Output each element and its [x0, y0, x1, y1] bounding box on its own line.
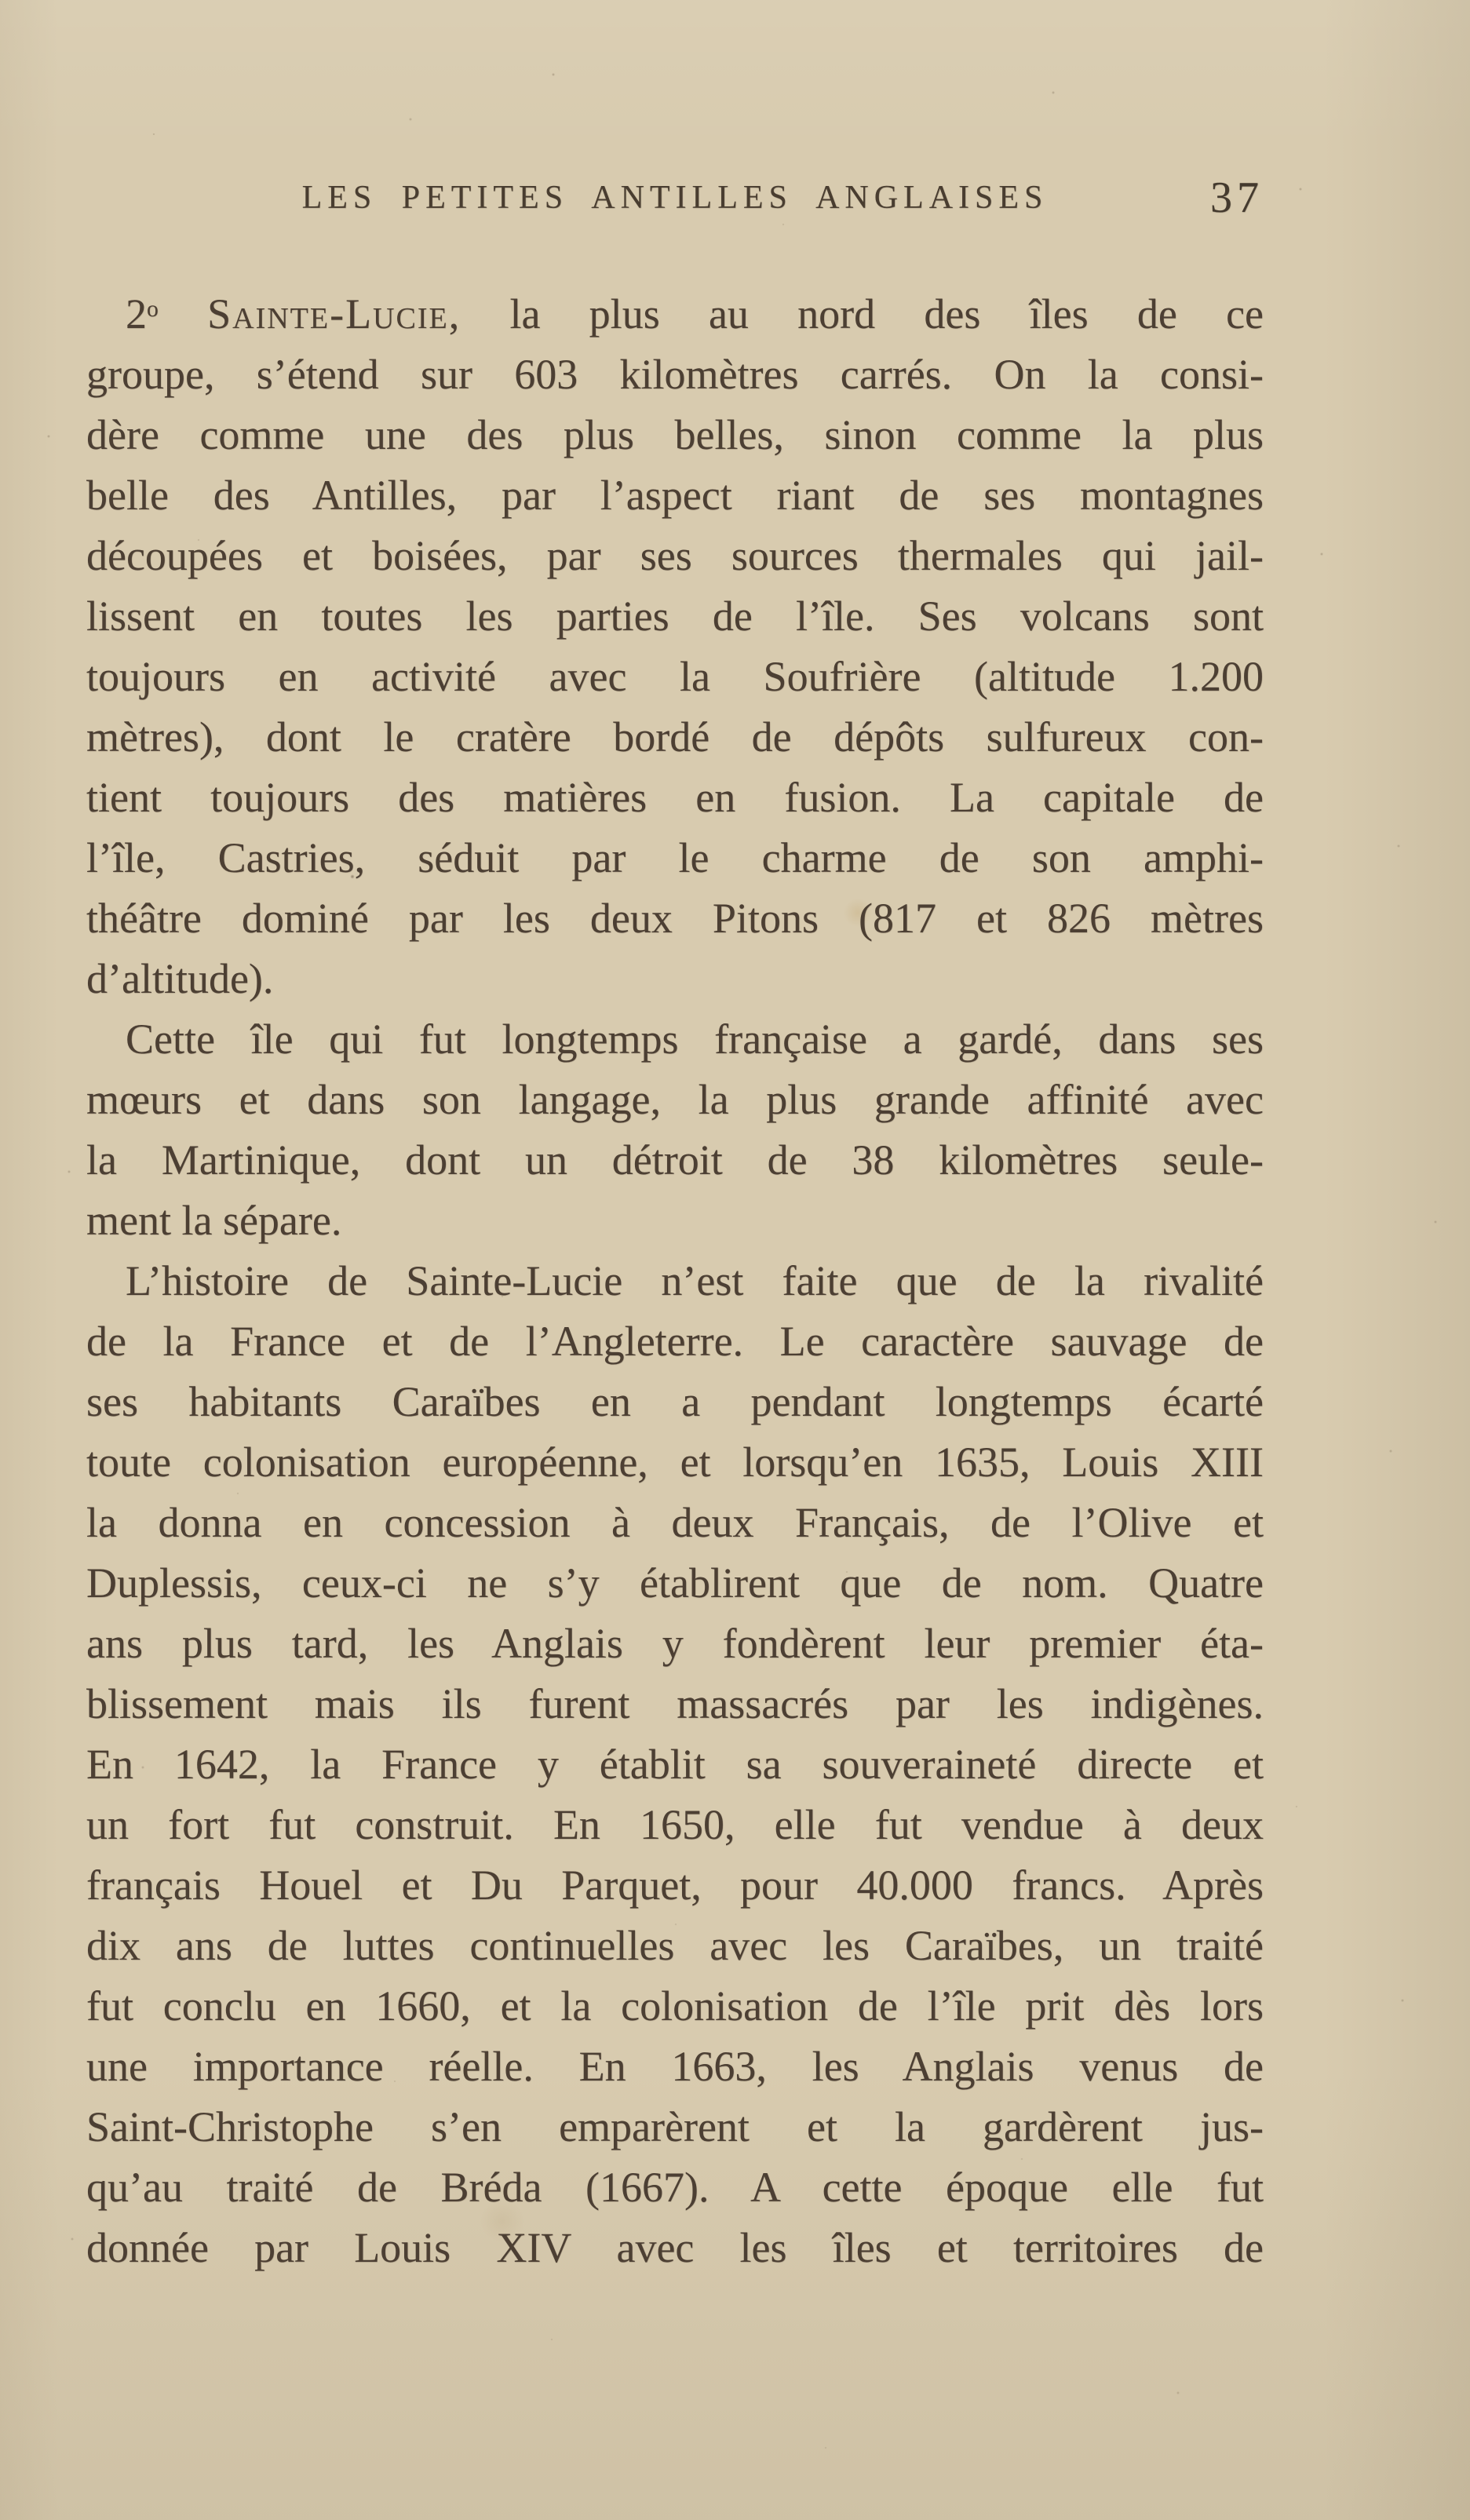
- paragraph-line: ment la sépare.: [86, 1197, 342, 1244]
- paragraph-line: une importance réelle. En 1663, les Anglais venus de: [86, 2043, 1264, 2090]
- paragraph-line: la donna en concession à deux Français, de l’Olive et: [86, 1499, 1264, 1546]
- text-body: [86, 284, 1264, 2278]
- line-text: la plus au nord des îles de ce: [509, 290, 1264, 337]
- paragraph-line: découpées et boisées, par ses sources thermales qui jail-: [86, 532, 1264, 579]
- paragraph-line: blissement mais ils furent massacrés par les indigènes.: [86, 1680, 1264, 1727]
- paragraph-line: français Houel et Du Parquet, pour 40.000 francs. Après: [86, 1862, 1264, 1909]
- paragraph-line: En 1642, la France y établit sa souveraineté directe et: [86, 1741, 1264, 1788]
- paragraph-line: Saint-Christophe s’en emparèrent et la gardèrent jus-: [86, 2103, 1264, 2150]
- paragraph-line: d’altitude).: [86, 955, 274, 1002]
- paragraph-line: mœurs et dans son langage, la plus grande affinité avec: [86, 1076, 1264, 1123]
- paragraph-line: l’île, Castries, séduit par le charme de son amphi-: [86, 834, 1264, 881]
- paragraph-line: ses habitants Caraïbes en a pendant longtemps écarté: [86, 1378, 1264, 1425]
- paragraph-line: dère comme une des plus belles, sinon comme la plus: [86, 411, 1264, 458]
- paragraph-line: tient toujours des matières en fusion. La capitale de: [86, 774, 1264, 821]
- paragraph-line: L’histoire de Sainte-Lucie n’est faite que de la rivalité: [126, 1257, 1264, 1304]
- paragraph-line: de la France et de l’Angleterre. Le caractère sauvage de: [86, 1318, 1264, 1365]
- ordinal-superscript: o: [147, 297, 159, 323]
- paragraph-line: ans plus tard, les Anglais y fondèrent leur premier éta-: [86, 1620, 1264, 1667]
- paragraph-line: lissent en toutes les parties de l’île. Ses volcans sont: [86, 593, 1264, 640]
- paragraph-line: mètres), dont le cratère bordé de dépôts sulfureux con-: [86, 713, 1264, 760]
- section-number: 2: [126, 290, 147, 337]
- paragraph-line: fut conclu en 1660, et la colonisation de l’île prit dès lors: [86, 1982, 1264, 2029]
- paragraph-2: [86, 1009, 1264, 1251]
- paragraph-line: théâtre dominé par les deux Pitons (817 et 826 mètres: [86, 895, 1264, 942]
- paragraph-line: groupe, s’étend sur 603 kilomètres carrés. On la consi-: [86, 351, 1264, 398]
- paragraph-3: [86, 1251, 1264, 2278]
- page-header: [86, 173, 1264, 222]
- paragraph-line: belle des Antilles, par l’aspect riant de ses montagnes: [86, 472, 1264, 519]
- paragraph-line: la Martinique, dont un détroit de 38 kilomètres seule-: [86, 1136, 1264, 1183]
- island-name-smallcaps: Sainte-Lucie,: [207, 290, 461, 337]
- paragraph-line: toujours en activité avec la Soufrière (altitude 1.200: [86, 653, 1264, 700]
- paragraph-line: Cette île qui fut longtemps française a gardé, dans ses: [126, 1016, 1264, 1063]
- paragraph-line: toute colonisation européenne, et lorsqu’en 1635, Louis XIII: [86, 1439, 1264, 1486]
- paragraph-line: Duplessis, ceux-ci ne s’y établirent que de nom. Quatre: [86, 1559, 1264, 1606]
- paragraph-line: donnée par Louis XIV avec les îles et territoires de: [86, 2224, 1264, 2271]
- running-title: LES PETITES ANTILLES ANGLAISES: [301, 180, 1049, 216]
- paragraph-line: un fort fut construit. En 1650, elle fut vendue à deux: [86, 1801, 1264, 1848]
- paragraph-line: [86, 284, 1264, 345]
- page-number: 37: [1210, 173, 1264, 222]
- paragraph-line: dix ans de luttes continuelles avec les Caraïbes, un traité: [86, 1922, 1264, 1969]
- paragraph-1: [86, 284, 1264, 1009]
- paragraph-line: qu’au traité de Bréda (1667). A cette époque elle fut: [86, 2164, 1264, 2211]
